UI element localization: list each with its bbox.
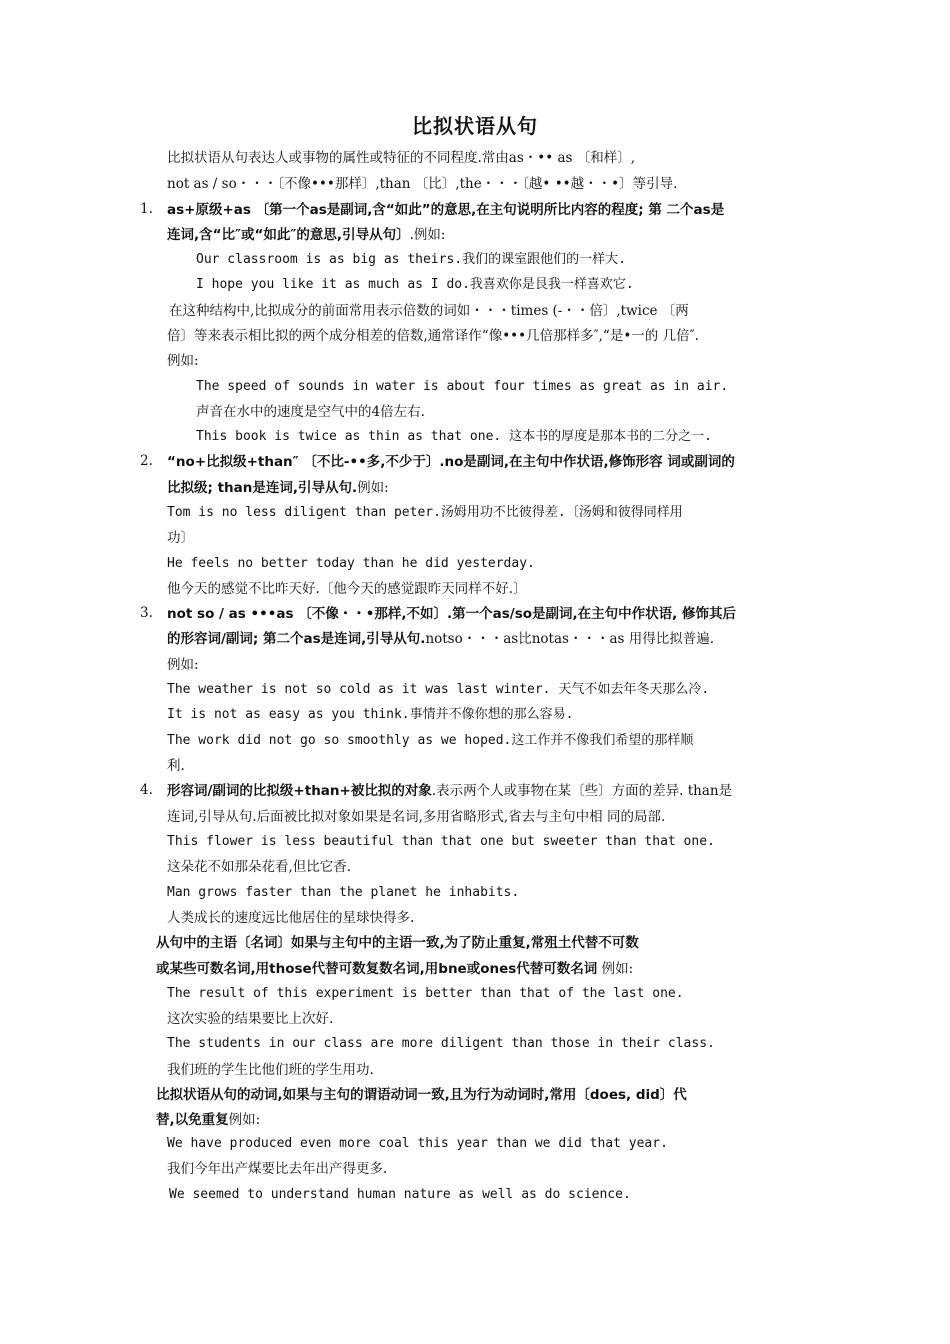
section-2-example-2: He feels no better today than he did yesterday. (167, 556, 535, 571)
section-6-example-2: We seemed to understand human nature as well as do science. (169, 1187, 631, 1202)
section-1-note-line-3: 例如: (167, 353, 199, 369)
section-6-heading-tail: 例如: (228, 1112, 261, 1128)
section-5-heading-bold: 或某些可数名词,用those代替可数复数名词,用bne或ones代替可数名词 (156, 961, 598, 977)
section-4-example-1-translation: 这朵花不如那朵花看,但比它香. (167, 859, 352, 875)
section-1-note-line-1: 在这种结构中,比拟成分的前面常用表示倍数的词如・・・times (-・・倍〕,twice 〔两 (169, 303, 689, 319)
section-2-example-1-line-1: Tom is no less diligent than peter.汤姆用功不比彼得差.〔汤姆和彼得同样用 (167, 505, 683, 520)
section-1-heading-tail: .例如: (409, 227, 446, 243)
section-6-example-1: We have produced even more coal this year than we did that year. (167, 1136, 668, 1151)
section-5-example-2: The students in our class are more diligent than those in their class. (167, 1036, 715, 1051)
section-4-heading-line-1 (167, 782, 732, 800)
section-4-number: 4. (140, 782, 153, 798)
section-1-heading-bold: 连词,含“比″或“如此″的意思,引导从句〕 (167, 227, 410, 243)
section-3-example-1: The weather is not so cold as it was last winter. 天气不如去年冬天那么冷. (167, 682, 710, 697)
section-2-heading-line-1: “no+比拟级+than″ 〔不比-••多,不少于〕.no是副词,在主句中作状语,修饰形容 词或副词的 (167, 454, 735, 470)
intro-line-1: 比拟状语从句表达人或事物的属性或特征的不同程度.常由as・•• as 〔和样〕, (167, 150, 636, 166)
section-2-heading-tail: 例如: (357, 480, 389, 496)
section-6-heading-line-1: 比拟状语从句的动词,如果与主句的谓语动词一致,且为行为动词时,常用〔does, did〕代 (156, 1087, 687, 1103)
section-3-heading-tail: notso・・・as比notas・・・as 用得比拟普遍. (425, 631, 714, 647)
section-5-heading-tail: 例如: (597, 961, 634, 977)
section-4-heading-tail: .表示两个人或事物在某〔些〕方面的差异. than是 (431, 783, 733, 799)
section-5-heading-line-2 (156, 960, 633, 978)
section-2-example-2-translation: 他今天的感觉不比昨天好.〔他今天的感觉跟昨天同样不好.〕 (167, 581, 527, 597)
section-4-example-1: This flower is less beautiful than that one but sweeter than that one. (167, 834, 715, 849)
section-3-heading-bold: 的形容词/副词; 第二个as是连词,引导从句. (167, 631, 426, 647)
section-2-number: 2. (140, 453, 153, 469)
section-1-example-2: I hope you like it as much as I do.我喜欢你是艮我一样喜欢它. (196, 277, 634, 292)
section-4-example-2: Man grows faster than the planet he inhabits. (167, 885, 520, 900)
section-1-example-4: This book is twice as thin as that one. 这本书的厚度是那本书的二分之一. (196, 429, 712, 444)
section-6-heading-bold: 替,以免重复 (156, 1112, 229, 1128)
section-5-heading-line-1: 从句中的主语〔名词〕如果与主句中的主语一致,为了防止重复,常殂土代替不可数 (156, 935, 639, 951)
section-5-example-1-translation: 这次实验的结果要比上次好. (167, 1011, 334, 1027)
section-4-heading-line-2: 连词,引导从句.后面被比拟对象如果是名词,多用省略形式,省去与主句中相 同的局部. (167, 809, 666, 825)
section-5-example-2-translation: 我们班的学生比他们班的学生用功. (167, 1062, 374, 1078)
section-6-heading-line-2 (156, 1111, 260, 1129)
section-3-example-3-line-1: The work did not go so smoothly as we hoped.这工作并不像我们希望的那样顺 (167, 733, 694, 748)
section-3-heading-line-3: 例如: (167, 657, 199, 673)
section-1-example-1: Our classroom is as big as theirs.我们的课室跟他们的一样大. (196, 252, 626, 267)
section-1-heading-line-2 (167, 226, 445, 244)
section-1-note-line-2: 倍〕等来表示相比拟的两个成分相差的倍数,通常译作“像•••几倍那样多″,“是•一的 几倍″. (167, 328, 699, 344)
section-2-heading-line-2 (167, 479, 389, 497)
section-1-number: 1. (140, 201, 153, 217)
section-3-number: 3. (140, 605, 153, 621)
section-4-heading-bold: 形容词/副词的比拟级+than+被比拟的对象 (167, 783, 432, 799)
section-4-example-2-translation: 人类成长的速度远比他居住的星球快得多. (167, 910, 415, 926)
page-title: 比拟状语从句 (412, 114, 538, 138)
section-3-heading-line-2 (167, 630, 714, 648)
section-1-example-3: The speed of sounds in water is about four times as great as in air. (196, 379, 729, 394)
section-1-heading-line-1: as+原级+as 〔第一个as是副词,含“如此”的意思,在主句说明所比内容的程度; 第 二个as是 (167, 202, 725, 218)
section-2-heading-bold: 比拟级; than是连词,引导从句. (167, 480, 358, 496)
section-6-example-1-translation: 我们今年出产煤要比去年出产得更多. (167, 1161, 388, 1177)
intro-line-2: not as / so・・・〔不像•••那样〕,than 〔比〕,the・・・〔越• ••越・・•〕等引导. (167, 176, 678, 192)
section-3-example-3-line-2: 利. (167, 758, 185, 774)
section-5-example-1: The result of this experiment is better than that of the last one. (167, 986, 684, 1001)
section-2-example-1-line-2: 功〕 (167, 530, 194, 546)
section-3-heading-line-1: not so / as •••as 〔不像・・•那样,不如〕.第一个as/so是副词,在主句中作状语, 修饰其后 (167, 606, 736, 622)
section-1-example-3-translation: 声音在水中的速度是空气中的4倍左右. (196, 404, 425, 420)
section-3-example-2: It is not as easy as you think.事情并不像你想的那么容易. (167, 707, 574, 722)
